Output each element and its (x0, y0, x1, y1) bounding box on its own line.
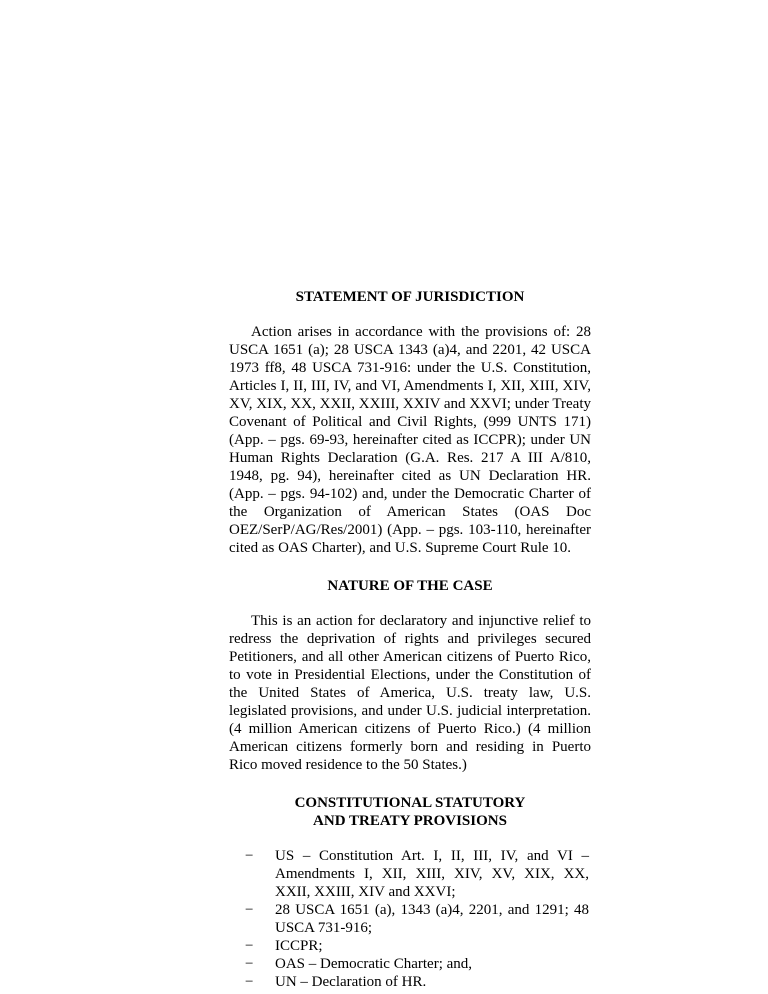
provisions-heading (229, 794, 591, 830)
list-item (229, 901, 591, 937)
list-item (229, 847, 591, 901)
text-column (229, 288, 591, 991)
list-item-text: OAS – Democratic Charter; and, (275, 956, 473, 972)
provisions-list (229, 847, 591, 991)
jurisdiction-heading: STATEMENT OF JURISDICTION (295, 289, 525, 305)
list-item-text: 28 USCA 1651 (a), 1343 (a)4, 2201, and 1291; 48 USCA 731-916; (275, 902, 589, 936)
list-item (229, 955, 591, 973)
nature-heading: NATURE OF THE CASE (327, 578, 493, 594)
list-item-text: ICCPR; (275, 938, 323, 954)
list-item-text: US – Constitution Art. I, II, III, IV, and VI – Amendments I, XII, XIII, XIV, XV, XIX, XX, XXII, XXIII, XIV and XXVI; (275, 848, 589, 900)
provisions-heading-line2: AND TREATY PROVISIONS (313, 813, 507, 829)
dash-bullet: − (245, 956, 254, 972)
jurisdiction-paragraph: Action arises in accordance with the provisions of: 28 USCA 1651 (a); 28 USCA 1343 (a)4, and 2201, 42 USCA 1973 ff8, 48 USCA 731-916: under the U.S. Constitution, Articles I, II, III, IV, and VI, Amendments I, XII, XIII, XIV, XV, XIX, XX, XXII, XXIII, XXIV and XXVI; under Treaty Covenant of Political and Civil Rights, (999 UNTS 171) (App. – pgs. 69-93, hereinafter cited as ICCPR); under UN Human Rights Declaration (G.A. Res. 217 A III A/810, 1948, pg. 94), hereinafter cited as UN Declaration HR. (App. – pgs. 94-102) and, under the Democratic Charter of the Organization of American States (OAS Doc OEZ/SerP/AG/Res/2001) (App. – pgs. 103-110, hereinafter cited as OAS Charter), and U.S. Supreme Court Rule 10. (229, 324, 591, 556)
dash-bullet: − (245, 848, 254, 864)
list-item (229, 973, 591, 991)
nature-paragraph: This is an action for declaratory and injunctive relief to redress the deprivation of rights and privileges secured Petitioners, and all other American citizens of Puerto Rico, to vote in Presidential Elections, under the Constitution of the United States of America, U.S. treaty law, U.S. legislated provisions, and under U.S. judicial interpretation. (4 million American citizens of Puerto Rico.) (4 million American citizens formerly born and residing in Puerto Rico moved residence to the 50 States.) (229, 613, 591, 773)
list-item (229, 937, 591, 955)
list-item-text: UN – Declaration of HR. (275, 974, 427, 990)
dash-bullet: − (245, 974, 254, 990)
dash-bullet: − (245, 902, 254, 918)
dash-bullet: − (245, 938, 254, 954)
provisions-heading-line1: CONSTITUTIONAL STATUTORY (294, 795, 526, 811)
